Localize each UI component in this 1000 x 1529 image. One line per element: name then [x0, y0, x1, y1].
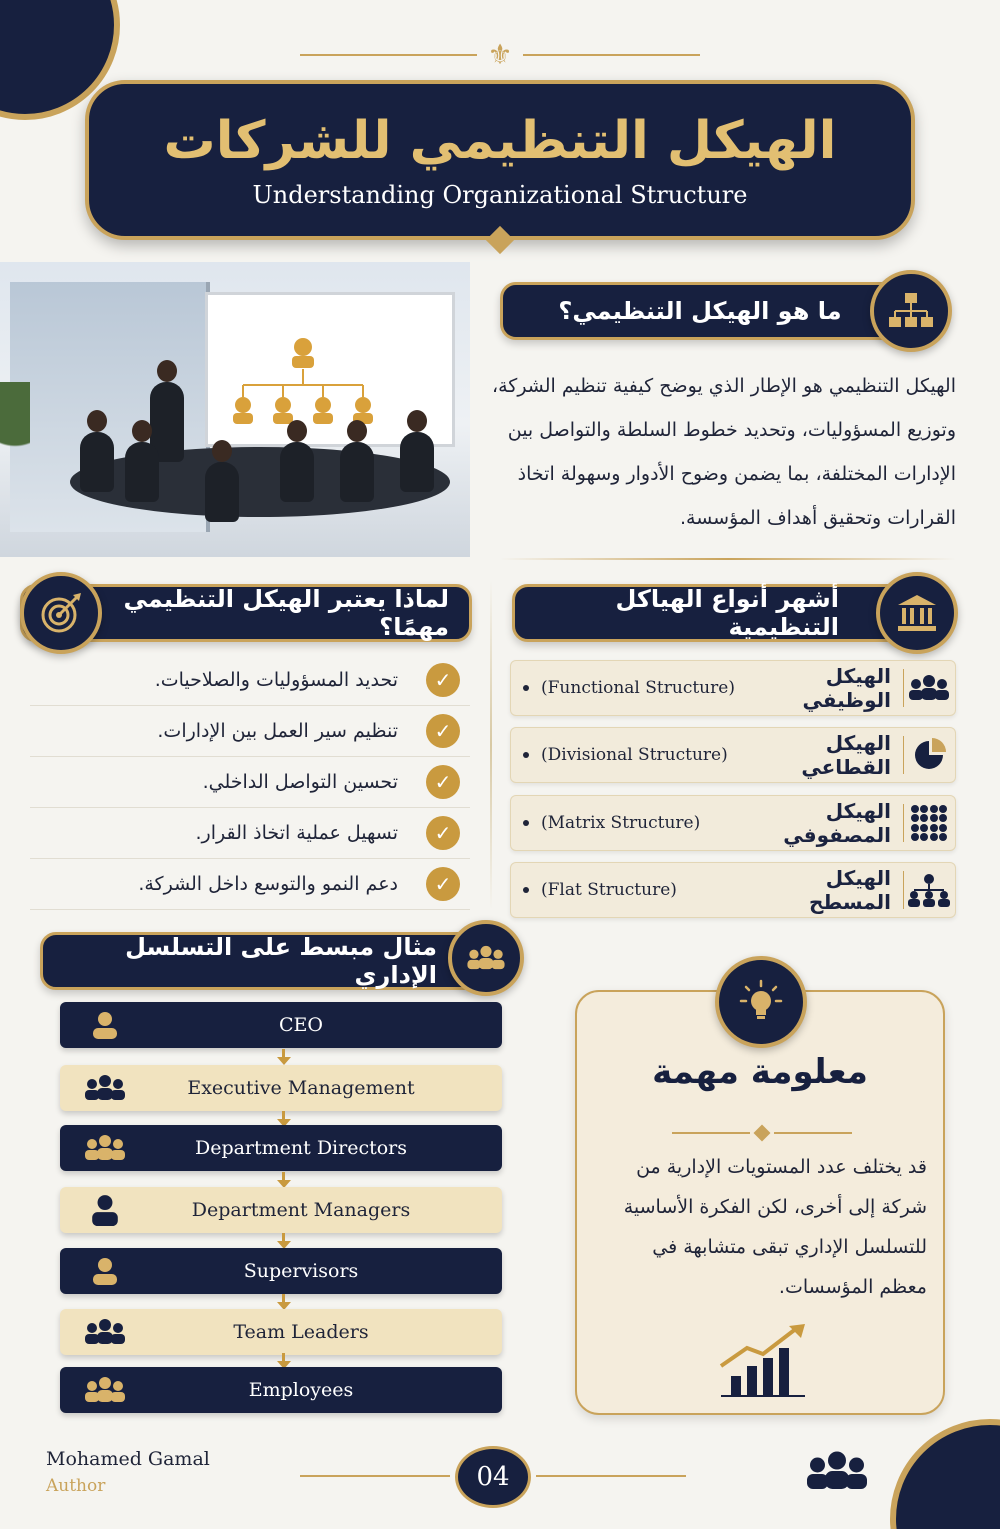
matrix-grid-icon [904, 804, 954, 842]
hierarchy-heading: مثال مبسط على التسلسل الإداري [125, 933, 437, 989]
hierarchy-level-ceo [60, 1002, 502, 1048]
what-heading-pill [500, 282, 900, 340]
type-arabic-name: الهيكل القطاعي [801, 731, 891, 779]
why-item-text: تحسين التواصل الداخلي. [202, 771, 398, 793]
check-icon: ✓ [426, 765, 460, 799]
why-item-text: تحديد المسؤوليات والصلاحيات. [154, 669, 398, 691]
list-item [30, 757, 470, 808]
info-ornament [672, 1126, 852, 1140]
type-arabic-name: الهيكل الوظيفي [802, 664, 891, 712]
lightbulb-icon [715, 956, 807, 1048]
fleur-de-lis-icon: ⚜ [487, 38, 513, 71]
section-divider [500, 558, 956, 560]
hierarchy-level-label: Employees [248, 1379, 354, 1401]
person-icon [60, 1011, 150, 1039]
check-icon: ✓ [426, 867, 460, 901]
footer-line-right [536, 1475, 686, 1477]
type-row-functional [510, 660, 956, 716]
down-arrow-icon [277, 1172, 291, 1188]
check-icon: ✓ [426, 714, 460, 748]
hierarchy-level-label: Executive Management [187, 1077, 415, 1099]
type-english-name: (Functional Structure) [541, 678, 735, 698]
group-icon [60, 1074, 150, 1102]
types-heading: أشهر أنواع الهياكل التنظيمية [615, 585, 839, 641]
why-heading: لماذا يعتبر الهيكل التنظيمي مهمًا؟ [123, 585, 449, 641]
diamond-ornament [486, 226, 514, 254]
what-description: الهيكل التنظيمي هو الإطار الذي يوضح كيفية تنظيم الشركة، وتوزيع المسؤوليات، وتحديد خطوط السلطة والتواصل بين الإدارات المختلفة، بما يضمن وضوح الأدوار وسهولة اتخاذ القرارات وتحقيق أهداف المؤسسة. [491, 375, 956, 529]
type-arabic-name: الهيكل المصفوفي [783, 799, 891, 847]
hierarchy-level-label: Supervisors [243, 1260, 359, 1282]
down-arrow-icon [277, 1294, 291, 1310]
type-arabic-name: الهيكل المسطح [808, 866, 891, 914]
hierarchy-level-label: Team Leaders [233, 1321, 369, 1343]
hierarchy-level-directors [60, 1125, 502, 1171]
type-row-matrix [510, 795, 956, 851]
meeting-photo [0, 262, 470, 557]
institution-icon [876, 572, 958, 654]
hierarchy-level-label: CEO [279, 1014, 323, 1036]
type-row-flat [510, 862, 956, 918]
author-name: Mohamed Gamal [46, 1448, 210, 1470]
why-item-text: تنظيم سير العمل بين الإدارات. [157, 720, 398, 742]
hierarchy-level-team-leaders [60, 1309, 502, 1355]
what-heading: ما هو الهيكل التنظيمي؟ [558, 297, 842, 325]
pie-chart-icon [904, 737, 954, 773]
hierarchy-level-supervisors [60, 1248, 502, 1294]
list-item [30, 808, 470, 859]
hierarchy-heading-pill [40, 932, 480, 990]
group-icon [60, 1318, 150, 1346]
hierarchy-level-managers [60, 1187, 502, 1233]
why-item-text: تسهيل عملية اتخاذ القرار. [195, 822, 398, 844]
page-number: 04 [455, 1446, 531, 1508]
hierarchy-level-employees [60, 1367, 502, 1413]
page-subtitle: Understanding Organizational Structure [252, 181, 748, 209]
group-icon [448, 920, 524, 996]
org-chart-icon [870, 270, 952, 352]
page-title: الهيكل التنظيمي للشركات [163, 111, 837, 171]
types-heading-pill [512, 584, 912, 642]
info-title: معلومة مهمة [652, 1052, 868, 1092]
person-icon [60, 1194, 150, 1226]
type-english-name: (Flat Structure) [541, 880, 677, 900]
hierarchy-level-executive [60, 1065, 502, 1111]
info-description: قد يختلف عدد المستويات الإدارية من شركة إلى أخرى، لكن الفكرة الأساسية للتسلسل الإداري تبقى متشابهة في معظم المؤسسات. [623, 1156, 927, 1298]
list-item [30, 655, 470, 706]
down-arrow-icon [277, 1049, 291, 1065]
info-card [575, 990, 945, 1415]
corner-decoration-bottom-right [890, 1419, 1000, 1529]
footer-line-left [300, 1475, 450, 1477]
team-icon [904, 674, 954, 702]
growth-chart-icon [717, 1322, 809, 1402]
type-english-name: (Matrix Structure) [541, 813, 701, 833]
check-icon: ✓ [426, 816, 460, 850]
title-banner [85, 80, 915, 240]
down-arrow-icon [277, 1233, 291, 1249]
hierarchy-level-label: Department Managers [191, 1199, 411, 1221]
flat-org-icon [904, 873, 954, 907]
person-icon [60, 1257, 150, 1285]
group-icon [60, 1134, 150, 1162]
list-item [30, 859, 470, 910]
check-icon: ✓ [426, 663, 460, 697]
list-item [30, 706, 470, 757]
group-icon [60, 1376, 150, 1404]
team-icon [805, 1450, 869, 1496]
hierarchy-level-label: Department Directors [194, 1137, 408, 1159]
top-ornament [300, 40, 700, 70]
why-item-text: دعم النمو والتوسع داخل الشركة. [138, 873, 398, 895]
why-list [30, 655, 470, 910]
column-divider [490, 580, 492, 910]
type-english-name: (Divisional Structure) [541, 745, 728, 765]
target-icon [20, 572, 102, 654]
author-role: Author [46, 1476, 106, 1496]
type-row-divisional [510, 727, 956, 783]
